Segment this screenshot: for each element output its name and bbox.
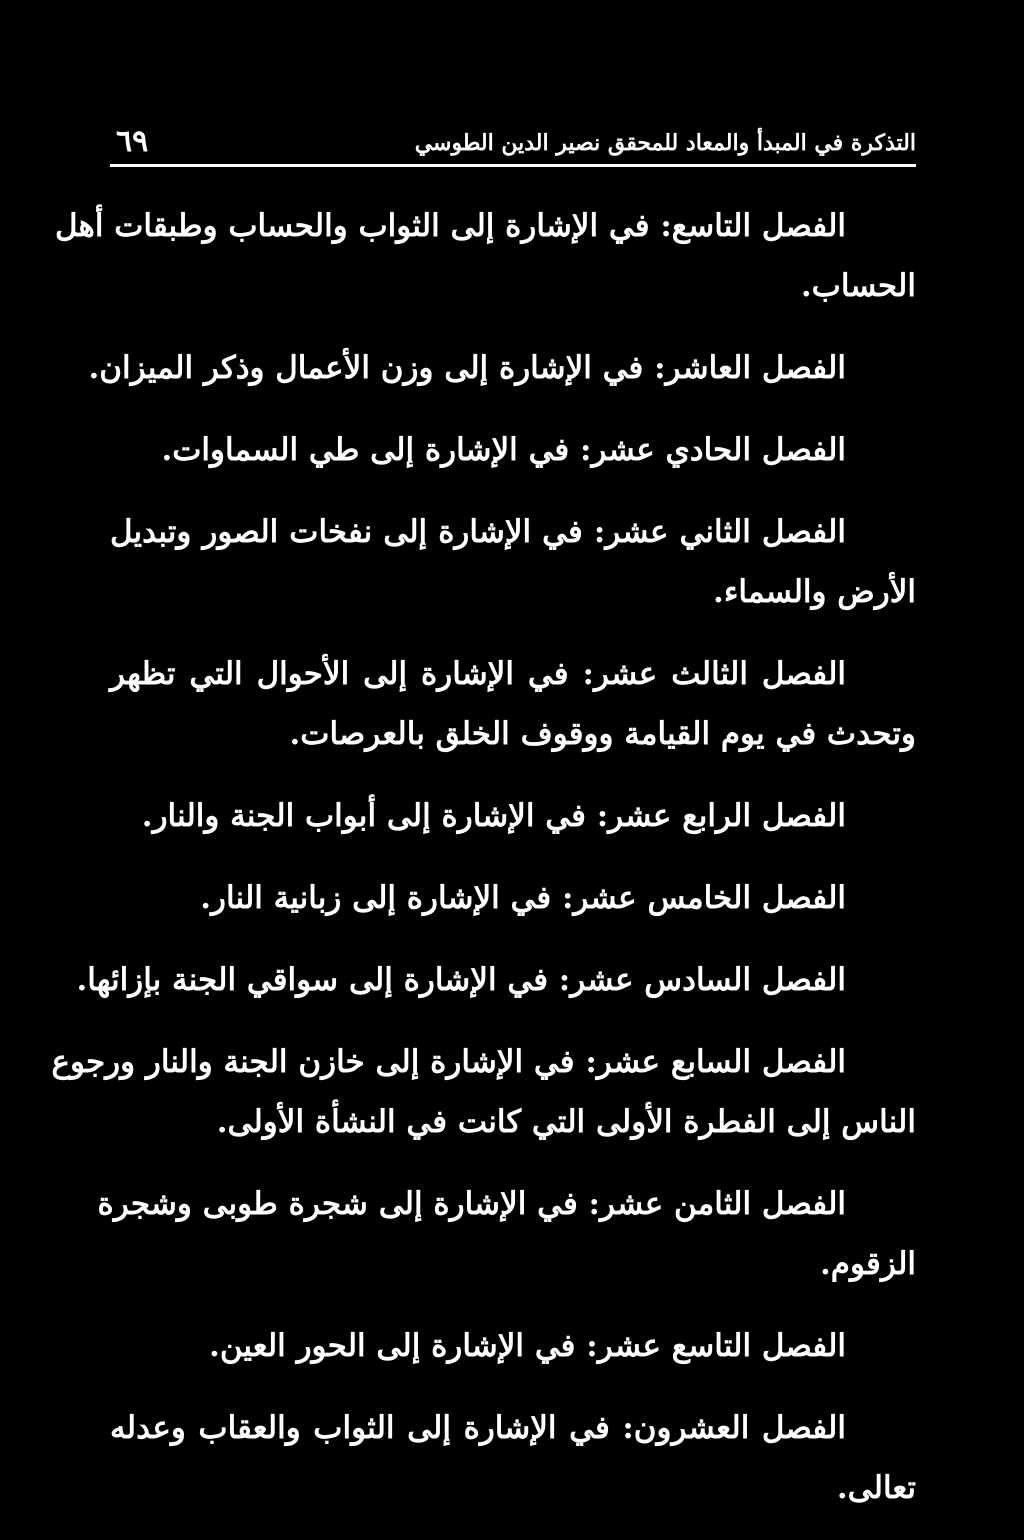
toc-entry-chapter-10 [88,338,916,398]
toc-entry-chapter-16 [76,950,916,1010]
toc-entry-chapter-18 [97,1174,916,1294]
toc-entry-chapter-17 [51,1032,916,1152]
toc-entry-chapter-15 [110,868,916,928]
toc-entry-chapter-20 [110,1398,916,1518]
entry-line: الفصل الرابع عشر: في الإشارة إلى أبواب الجنة والنار. [141,798,846,834]
entry-continuation: الأرض والسماء. [713,574,916,610]
entry-continuation: الحساب. [800,268,916,304]
entry-line: الفصل الثاني عشر: في الإشارة إلى نفخات الصور وتبديل [110,514,846,550]
entry-line: الفصل الثالث عشر: في الإشارة إلى الأحوال التي تظهر [110,656,846,692]
entry-continuation: وتحدث في يوم القيامة ووقوف الخلق بالعرصات. [289,716,916,752]
entry-continuation: تعالى. [836,1470,916,1506]
toc-entry-chapter-11 [110,420,916,480]
toc-entry-chapter-14 [110,786,916,846]
header-rule [110,164,916,167]
toc-entry-chapter-19 [110,1316,916,1376]
entry-line: الفصل التاسع: في الإشارة إلى الثواب والحساب وطبقات أهل [55,208,846,244]
toc-entry-chapter-9 [55,196,916,316]
table-of-contents [51,196,916,1540]
entry-line: الفصل الثامن عشر: في الإشارة إلى شجرة طوبى وشجرة [97,1186,846,1222]
entry-line: الفصل السادس عشر: في الإشارة إلى سواقي الجنة بإزائها. [76,962,846,998]
entry-line: الفصل العشرون: في الإشارة إلى الثواب والعقاب وعدله [110,1410,846,1446]
page-header [110,120,916,160]
entry-line: الفصل التاسع عشر: في الإشارة إلى الحور العين. [209,1328,846,1364]
entry-continuation: الناس إلى الفطرة الأولى التي كانت في النشأة الأولى. [216,1104,916,1140]
entry-line: الفصل الخامس عشر: في الإشارة إلى زبانية النار. [200,880,846,916]
entry-line: الفصل السابع عشر: في الإشارة إلى خازن الجنة والنار ورجوع [51,1044,846,1080]
entry-line: الفصل الحادي عشر: في الإشارة إلى طي السماوات. [161,432,846,468]
entry-line: الفصل العاشر: في الإشارة إلى وزن الأعمال وذكر الميزان. [88,350,846,386]
toc-entry-chapter-12 [110,502,916,622]
running-title: التذكرة في المبدأ والمعاد للمحقق نصير الدين الطوسي [414,130,916,156]
page-number: ٦٩ [116,124,149,159]
toc-entry-chapter-13 [110,644,916,764]
entry-continuation: الزقوم. [820,1246,916,1282]
